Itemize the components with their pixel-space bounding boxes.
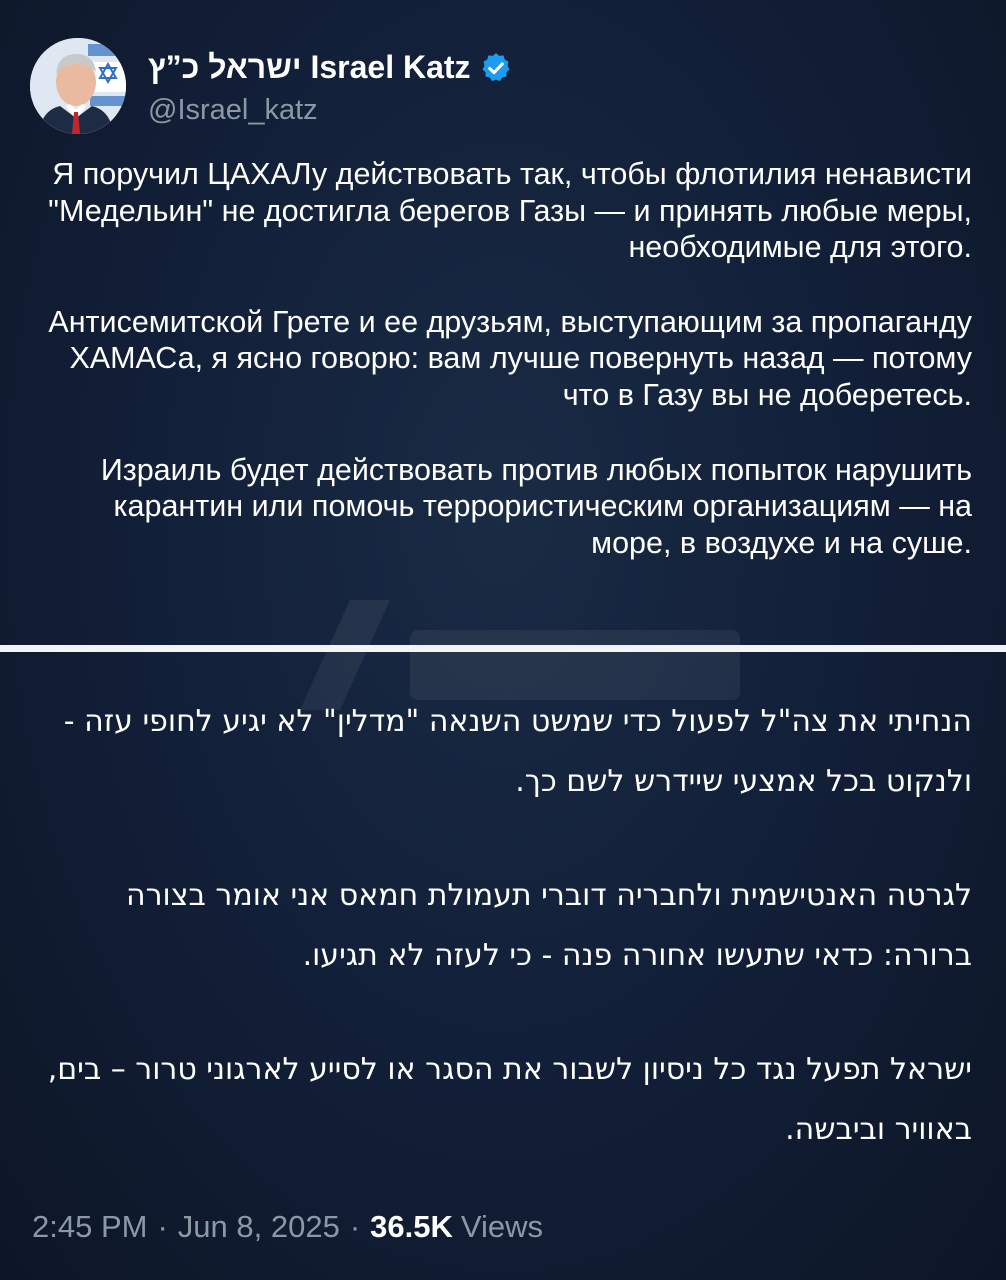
meta-separator: · — [157, 1209, 168, 1244]
image-divider — [0, 645, 1006, 652]
he-paragraph-1: הנחיתי את צה"ל לפעול כדי שמשט השנאה "מדלין" לא יגיע לחופי עזה - ולנקוט בכל אמצעי שיידרש לשם כך. — [63, 704, 972, 799]
meta-separator: · — [349, 1209, 361, 1244]
avatar[interactable] — [30, 38, 126, 134]
post-header — [30, 36, 513, 136]
he-paragraph-2: לגרטה האנטישמית ולחבריה דוברי תעמולת חמאס אני אומר בצורה ברורה: כדאי שתעשו אחורה פנה - כי לעזה לא תגיעו. — [126, 878, 972, 973]
post-date[interactable]: Jun 8, 2025 — [177, 1209, 340, 1244]
author-display-name[interactable]: ישראל כ”ץ Israel Katz — [148, 49, 471, 85]
verified-badge-icon — [479, 51, 513, 85]
author-info — [148, 46, 513, 127]
post-meta — [32, 1203, 543, 1251]
ru-paragraph-2: Антисемитской Грете и ее друзьям, выступающим за пропаганду ХАМАСа, я ясно говорю: вам лучше повернуть назад — потому что в Газу вы не доберетесь. — [48, 304, 972, 412]
views-count[interactable]: 36.5K — [370, 1209, 453, 1244]
views-label: Views — [460, 1209, 544, 1244]
author-name-row — [148, 46, 513, 90]
ru-paragraph-1: Я поручил ЦАХАЛу действовать так, чтобы флотилия ненависти "Медельин" не достигла берегов Газы — и принять любые меры, необходимые для этого. — [48, 157, 972, 265]
author-handle[interactable]: @Israel_katz — [148, 93, 318, 126]
he-paragraph-3: ישראל תפעל נגד כל ניסיון לשבור את הסגר או לסייע לארגוני טרור – בים, באוויר וביבשה. — [47, 1052, 972, 1147]
ru-paragraph-3: Израиль будет действовать против любых попыток нарушить карантин или помочь террористическим организациям — на море, в воздухе и на суше. — [100, 452, 972, 560]
post-time[interactable]: 2:45 PM — [32, 1209, 148, 1244]
avatar-image — [30, 38, 126, 134]
post-text-hebrew — [40, 692, 972, 1214]
post-text-russian — [40, 156, 972, 599]
